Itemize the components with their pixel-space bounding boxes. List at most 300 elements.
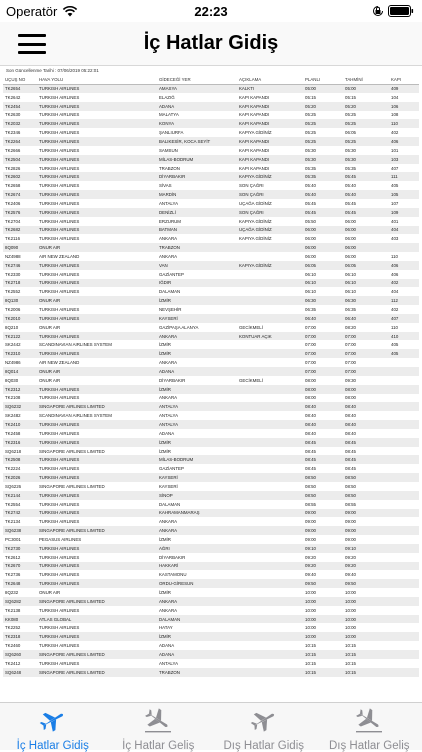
table-cell	[237, 641, 303, 650]
table-cell: 06:00	[343, 226, 389, 235]
table-cell	[389, 455, 419, 464]
table-cell: KAYSERİ	[157, 482, 237, 491]
table-cell: SQ6226	[3, 482, 37, 491]
table-cell: ONUR AIR	[37, 243, 157, 252]
table-cell: 08:50	[303, 482, 343, 491]
table-cell: KAPI KAPANDI	[237, 146, 303, 155]
table-row	[3, 491, 419, 500]
table-cell: SQ6218	[3, 447, 37, 456]
table-cell	[237, 411, 303, 420]
table-cell: KAPIYA GİDİNİZ	[237, 217, 303, 226]
tab-bar	[0, 702, 422, 750]
table-row	[3, 314, 419, 323]
table-cell: 404	[389, 287, 419, 296]
table-cell: 05:40	[343, 190, 389, 199]
table-cell: TURKISH AIRLINES	[37, 181, 157, 190]
table-cell: KASTAMONU	[157, 570, 237, 579]
table-cell: SİNOP	[157, 491, 237, 500]
table-cell: TK2318	[3, 632, 37, 641]
table-cell: DİYARBAKIR	[157, 172, 237, 181]
table-row	[3, 517, 419, 526]
table-cell	[389, 632, 419, 641]
table-row	[3, 394, 419, 403]
table-cell: 09:00	[343, 509, 389, 518]
table-cell: 08:40	[343, 402, 389, 411]
table-cell: MİLAS-BODRUM	[157, 155, 237, 164]
table-cell: TURKISH AIRLINES	[37, 137, 157, 146]
table-cell: 05:40	[303, 181, 343, 190]
table-cell	[389, 570, 419, 579]
table-cell	[389, 597, 419, 606]
table-cell: 07:00	[343, 340, 389, 349]
table-cell: ANTALYA	[157, 420, 237, 429]
table-cell: KAPI KAPANDI	[237, 93, 303, 102]
table-cell: 08:20	[343, 323, 389, 332]
table-cell: TK2032	[3, 119, 37, 128]
table-cell: 08:45	[343, 464, 389, 473]
table-cell	[389, 579, 419, 588]
table-cell	[389, 641, 419, 650]
table-cell	[237, 296, 303, 305]
table-cell	[389, 447, 419, 456]
table-cell: KAPI KAPANDI	[237, 155, 303, 164]
table-cell: 06:10	[343, 279, 389, 288]
table-cell	[389, 482, 419, 491]
table-cell: TURKISH AIRLINES	[37, 570, 157, 579]
table-cell: 107	[389, 199, 419, 208]
table-cell: TURKISH AIRLINES	[37, 172, 157, 181]
table-cell: TURKISH AIRLINES	[37, 305, 157, 314]
table-cell: TK2612	[3, 553, 37, 562]
table-row	[3, 579, 419, 588]
table-cell: SON ÇAĞRI	[237, 190, 303, 199]
table-cell: 09:00	[343, 535, 389, 544]
table-cell: 06:10	[343, 287, 389, 296]
battery-icon	[388, 5, 414, 17]
table-row	[3, 164, 419, 173]
table-cell	[237, 279, 303, 288]
table-cell	[237, 606, 303, 615]
table-cell: TURKISH AIRLINES	[37, 385, 157, 394]
table-cell: İZMİR	[157, 340, 237, 349]
table-row	[3, 349, 419, 358]
table-cell: DALAMAN	[157, 287, 237, 296]
table-cell: TURKISH AIRLINES	[37, 164, 157, 173]
table-cell	[389, 464, 419, 473]
table-cell: KAPIYA GİDİNİZ	[237, 234, 303, 243]
table-cell: 05:45	[343, 172, 389, 181]
table-cell: TURKISH AIRLINES	[37, 279, 157, 288]
table-cell: 111	[389, 172, 419, 181]
table-row	[3, 261, 419, 270]
table-cell: 07:00	[303, 323, 343, 332]
table-cell: 08:45	[343, 438, 389, 447]
table-row	[3, 340, 419, 349]
table-cell: SCANDINAVIAN AIRLINES SYSTEM	[37, 411, 157, 420]
table-cell: 05:20	[303, 102, 343, 111]
table-cell: 08:40	[343, 429, 389, 438]
table-cell: TK2134	[3, 517, 37, 526]
table-cell: 8Q210	[3, 323, 37, 332]
table-cell: 8Q014	[3, 367, 37, 376]
table-cell	[237, 429, 303, 438]
status-left	[6, 4, 78, 19]
table-cell	[389, 650, 419, 659]
table-cell	[389, 402, 419, 411]
table-cell: 05:35	[303, 164, 343, 173]
table-cell: 10:15	[303, 668, 343, 677]
table-row	[3, 181, 419, 190]
table-cell: SINGAPORE AIRLINES LIMITED	[37, 482, 157, 491]
table-cell: DİYARBAKIR	[157, 376, 237, 385]
table-cell: 06:00	[303, 243, 343, 252]
table-cell: TURKISH AIRLINES	[37, 606, 157, 615]
tab-label: İç Hatlar Geliş	[122, 740, 194, 752]
table-cell: ANTALYA	[157, 402, 237, 411]
table-cell: TURKISH AIRLINES	[37, 270, 157, 279]
table-cell: TURKISH AIRLINES	[37, 111, 157, 120]
table-cell: TURKISH AIRLINES	[37, 102, 157, 111]
table-cell	[237, 491, 303, 500]
table-cell: ANKARA	[157, 394, 237, 403]
column-header: HAVA YOLU	[37, 75, 157, 84]
table-cell: 05:00	[303, 84, 343, 93]
table-cell	[237, 500, 303, 509]
table-cell	[237, 367, 303, 376]
table-cell: KAPI KAPANDI	[237, 137, 303, 146]
table-cell	[237, 570, 303, 579]
table-row	[3, 464, 419, 473]
table-row	[3, 659, 419, 668]
table-cell: 08:45	[303, 464, 343, 473]
table-cell: NZ4988	[3, 252, 37, 261]
table-cell	[237, 597, 303, 606]
table-cell: TK2138	[3, 606, 37, 615]
table-row	[3, 252, 419, 261]
table-row	[3, 332, 419, 341]
table-cell: TK2682	[3, 226, 37, 235]
table-row	[3, 367, 419, 376]
table-cell: 08:00	[343, 394, 389, 403]
table-row	[3, 199, 419, 208]
table-cell: SAMSUN	[157, 146, 237, 155]
plane-arrival-icon	[354, 707, 384, 738]
table-cell: 05:25	[303, 119, 343, 128]
tab-2[interactable]	[106, 703, 212, 750]
table-cell: TK2312	[3, 385, 37, 394]
table-cell: 05:25	[303, 128, 343, 137]
table-cell: 10:00	[343, 623, 389, 632]
table-cell	[389, 376, 419, 385]
table-cell: 05:25	[343, 119, 389, 128]
table-cell: TURKISH AIRLINES	[37, 509, 157, 518]
table-cell: 05:40	[343, 181, 389, 190]
table-cell: 08:40	[303, 429, 343, 438]
table-cell: TURKISH AIRLINES	[37, 93, 157, 102]
table-cell: TURKISH AIRLINES	[37, 517, 157, 526]
table-cell: 06:10	[303, 287, 343, 296]
table-cell: TK2144	[3, 491, 37, 500]
table-cell: ANTALYA	[157, 411, 237, 420]
table-cell: TURKISH AIRLINES	[37, 208, 157, 217]
table-cell: IĞDIR	[157, 279, 237, 288]
table-cell: 402	[389, 279, 419, 288]
table-cell: 10:00	[343, 632, 389, 641]
table-cell: 401	[389, 217, 419, 226]
table-cell	[237, 535, 303, 544]
table-cell: 05:40	[303, 190, 343, 199]
table-cell: TURKISH AIRLINES	[37, 473, 157, 482]
table-cell: 8Q232	[3, 588, 37, 597]
table-cell: 06:10	[343, 270, 389, 279]
table-cell: ADANA	[157, 429, 237, 438]
table-cell: TK2504	[3, 155, 37, 164]
table-cell: TURKISH AIRLINES	[37, 314, 157, 323]
table-cell	[389, 358, 419, 367]
table-cell: TURKISH AIRLINES	[37, 287, 157, 296]
table-cell: 05:25	[303, 111, 343, 120]
table-cell	[389, 668, 419, 677]
table-cell: TK2674	[3, 190, 37, 199]
table-cell: TURKISH AIRLINES	[37, 641, 157, 650]
table-cell: 05:45	[343, 208, 389, 217]
table-cell: 10:00	[303, 588, 343, 597]
table-cell: TURKISH AIRLINES	[37, 199, 157, 208]
table-cell: GAZİANTEP	[157, 270, 237, 279]
table-cell: 09:00	[343, 526, 389, 535]
table-cell: TK2718	[3, 279, 37, 288]
table-cell: 10:15	[343, 659, 389, 668]
table-cell: İZMİR	[157, 588, 237, 597]
table-cell: KAPI KAPANDI	[237, 102, 303, 111]
table-cell: TURKISH AIRLINES	[37, 420, 157, 429]
table-cell: KAPI KAPANDI	[237, 119, 303, 128]
table-cell: 10:00	[343, 606, 389, 615]
table-cell: 07:00	[343, 332, 389, 341]
tab-1[interactable]	[0, 703, 106, 750]
table-cell: 105	[389, 190, 419, 199]
table-cell: 05:20	[343, 102, 389, 111]
table-cell: SINGAPORE AIRLINES LIMITED	[37, 597, 157, 606]
table-row	[3, 243, 419, 252]
table-cell: 06:00	[303, 226, 343, 235]
table-cell: 08:45	[303, 438, 343, 447]
table-cell: SQ6248	[3, 668, 37, 677]
table-cell: DALAMAN	[157, 615, 237, 624]
tab-4[interactable]	[317, 703, 422, 750]
table-row	[3, 553, 419, 562]
table-cell	[389, 553, 419, 562]
table-cell: TURKISH AIRLINES	[37, 146, 157, 155]
table-cell: 406	[389, 270, 419, 279]
table-cell: İZMİR	[157, 535, 237, 544]
table-cell: TK2730	[3, 544, 37, 553]
table-cell: 10:15	[343, 668, 389, 677]
table-cell: 08:50	[343, 491, 389, 500]
table-cell: 406	[389, 261, 419, 270]
table-row	[3, 562, 419, 571]
table-cell: 06:30	[343, 296, 389, 305]
table-cell: 09:40	[343, 570, 389, 579]
tab-3[interactable]	[211, 703, 317, 750]
table-cell	[237, 314, 303, 323]
table-cell: 05:35	[343, 164, 389, 173]
table-row	[3, 526, 419, 535]
table-cell: 07:00	[343, 349, 389, 358]
table-cell: GAZİANTEP	[157, 464, 237, 473]
table-cell: TK2122	[3, 332, 37, 341]
table-cell: TK2224	[3, 464, 37, 473]
table-cell: MALATYA	[157, 111, 237, 120]
table-cell: 06:00	[303, 252, 343, 261]
table-cell: 403	[389, 234, 419, 243]
table-cell: 05:00	[343, 84, 389, 93]
table-cell: SK2442	[3, 340, 37, 349]
table-row	[3, 455, 419, 464]
table-cell	[237, 402, 303, 411]
table-cell	[389, 615, 419, 624]
table-cell	[237, 509, 303, 518]
table-cell: TK2346	[3, 128, 37, 137]
table-cell: 110	[389, 252, 419, 261]
table-cell: TK2666	[3, 146, 37, 155]
table-row	[3, 438, 419, 447]
table-cell: TK2736	[3, 570, 37, 579]
table-cell	[237, 385, 303, 394]
table-cell: ONUR AIR	[37, 296, 157, 305]
table-cell: 05:35	[303, 172, 343, 181]
table-cell	[389, 659, 419, 668]
table-row	[3, 420, 419, 429]
table-cell: 06:10	[303, 270, 343, 279]
tab-label: İç Hatlar Gidiş	[17, 740, 89, 752]
hamburger-menu-icon[interactable]	[18, 34, 46, 54]
table-cell	[237, 553, 303, 562]
table-cell: 10:00	[343, 597, 389, 606]
table-cell: KAPIYA GİDİNİZ	[237, 172, 303, 181]
table-cell: 09:00	[303, 509, 343, 518]
table-row	[3, 111, 419, 120]
table-cell: 09:30	[343, 376, 389, 385]
column-header: UÇUŞ NO	[3, 75, 37, 84]
table-cell: TK2252	[3, 623, 37, 632]
table-cell: TK2742	[3, 509, 37, 518]
table-cell: ANKARA	[157, 606, 237, 615]
table-cell: 10:00	[303, 606, 343, 615]
table-cell: 08:40	[303, 402, 343, 411]
table-cell: 09:20	[343, 562, 389, 571]
table-cell: TURKISH AIRLINES	[37, 234, 157, 243]
table-cell: TURKISH AIRLINES	[37, 438, 157, 447]
table-cell: 402	[389, 305, 419, 314]
table-cell: GECİKMELİ	[237, 376, 303, 385]
table-row	[3, 411, 419, 420]
table-cell: 8Q090	[3, 243, 37, 252]
table-cell: TRABZON	[157, 164, 237, 173]
table-cell: ANKARA	[157, 332, 237, 341]
table-cell: 07:00	[343, 367, 389, 376]
table-cell	[237, 243, 303, 252]
table-cell: ŞANLIURFA	[157, 128, 237, 137]
table-cell: ONUR AIR	[37, 376, 157, 385]
flight-board[interactable]	[0, 67, 422, 702]
table-cell: ANKARA	[157, 517, 237, 526]
table-cell: 8Q130	[3, 296, 37, 305]
table-cell: ADANA	[157, 650, 237, 659]
table-cell	[237, 358, 303, 367]
table-cell: 08:45	[343, 447, 389, 456]
table-cell: TURKISH AIRLINES	[37, 226, 157, 235]
table-cell: 06:40	[343, 314, 389, 323]
table-cell: 08:00	[343, 385, 389, 394]
table-cell: AMASYA	[157, 84, 237, 93]
table-cell	[389, 544, 419, 553]
table-cell: 09:50	[343, 579, 389, 588]
table-cell: TK2264	[3, 137, 37, 146]
table-cell	[237, 623, 303, 632]
column-header: KAPI	[389, 75, 419, 84]
table-cell: KAPI KAPANDI	[237, 164, 303, 173]
table-row	[3, 544, 419, 553]
table-cell	[389, 411, 419, 420]
table-cell: 405	[389, 349, 419, 358]
table-cell	[389, 535, 419, 544]
table-cell: 112	[389, 296, 419, 305]
table-row	[3, 402, 419, 411]
table-cell: TK2508	[3, 455, 37, 464]
table-cell: 06:30	[303, 296, 343, 305]
table-cell: 103	[389, 155, 419, 164]
table-cell: 410	[389, 332, 419, 341]
table-cell: BATMAN	[157, 226, 237, 235]
table-cell	[237, 340, 303, 349]
table-cell: NEVŞEHİR	[157, 305, 237, 314]
table-cell: TK2006	[3, 305, 37, 314]
table-row	[3, 305, 419, 314]
table-cell: 09:20	[343, 553, 389, 562]
table-row	[3, 570, 419, 579]
table-cell: TK2330	[3, 270, 37, 279]
table-cell	[237, 305, 303, 314]
table-cell: 08:55	[303, 500, 343, 509]
table-row	[3, 597, 419, 606]
table-cell	[237, 517, 303, 526]
table-cell: TK2026	[3, 473, 37, 482]
table-cell: 06:00	[343, 243, 389, 252]
table-cell: 10:00	[303, 615, 343, 624]
table-cell: KALKTI	[237, 84, 303, 93]
table-header-row	[3, 75, 419, 84]
table-cell: 08:00	[303, 394, 343, 403]
table-cell: TK2602	[3, 172, 37, 181]
table-cell	[237, 464, 303, 473]
table-cell: ANTALYA	[157, 199, 237, 208]
table-cell: TK2458	[3, 429, 37, 438]
table-cell: 05:45	[343, 199, 389, 208]
table-cell	[237, 420, 303, 429]
table-cell: KAPIYA GİDİNİZ	[237, 261, 303, 270]
table-cell: 06:05	[343, 128, 389, 137]
table-cell: ERZURUM	[157, 217, 237, 226]
table-row	[3, 84, 419, 93]
table-cell	[389, 420, 419, 429]
table-cell: 10:00	[303, 597, 343, 606]
carrier-label: Operatör	[6, 4, 57, 19]
status-bar	[0, 0, 422, 22]
table-cell: 06:05	[343, 261, 389, 270]
table-cell: SINGAPORE AIRLINES LIMITED	[37, 447, 157, 456]
table-cell: SQ6238	[3, 526, 37, 535]
